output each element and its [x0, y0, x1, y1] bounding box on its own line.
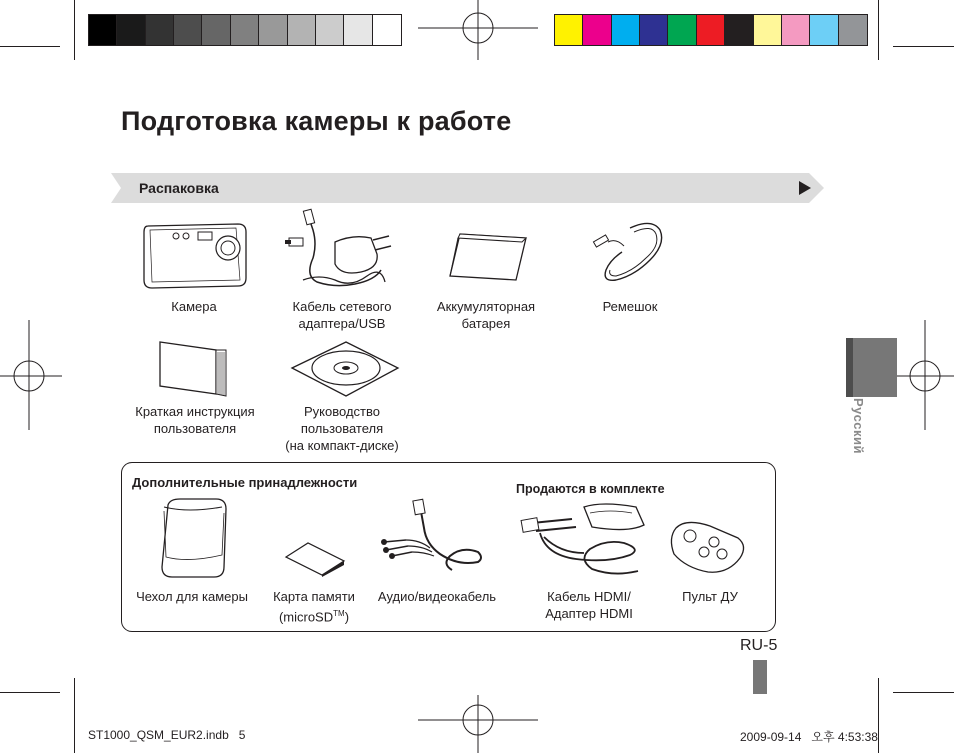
audio-video-cable-label: Аудио/видеокабель: [377, 589, 497, 604]
camera-case-illustration: [158, 497, 228, 579]
registration-target-bottom: [418, 690, 538, 753]
process-color-swatch: [697, 15, 725, 45]
hdmi-cable-adapter-illustration: [520, 497, 650, 581]
memory-card-label: Карта памяти (microSD™): [273, 589, 355, 625]
remote-control-label: Пульт ДУ: [682, 589, 738, 604]
page-number: RU-5: [740, 637, 778, 654]
grayscale-swatch: [117, 15, 145, 45]
power-adapter-usb-cable-label: Кабель сетевого адаптера/USB: [292, 299, 392, 331]
grayscale-color-bar: [88, 14, 402, 46]
process-color-swatch: [839, 15, 867, 45]
page-title: Подготовка камеры к работе: [121, 106, 512, 136]
memory-card-illustration: [284, 541, 346, 577]
grayscale-swatch: [259, 15, 287, 45]
registration-target-right: [895, 320, 954, 430]
user-manual-cd-label: Руководство пользователя (на компакт-диске): [285, 404, 399, 453]
grayscale-swatch: [202, 15, 230, 45]
quick-start-manual-label: Краткая инструкция пользователя: [135, 404, 255, 436]
section-title: Распаковка: [139, 180, 219, 196]
grayscale-swatch: [288, 15, 316, 45]
registration-target-left: [0, 320, 62, 430]
process-color-bar: [554, 14, 868, 46]
process-color-swatch: [668, 15, 696, 45]
optional-accessories-title: Дополнительные принадлежности: [132, 475, 358, 490]
wrist-strap-illustration: [590, 220, 670, 285]
page-number-tab: [753, 660, 767, 694]
footer-timestamp: 2009-09-14 오후 4:53:38: [740, 730, 878, 744]
hdmi-cable-adapter-label: Кабель HDMI/ Адаптер HDMI: [545, 589, 633, 621]
sold-as-set-label: Продаются в комплекте: [516, 482, 665, 496]
process-color-swatch: [810, 15, 838, 45]
process-color-swatch: [583, 15, 611, 45]
process-color-swatch: [754, 15, 782, 45]
camera-label: Камера: [171, 299, 217, 314]
process-color-swatch: [612, 15, 640, 45]
quick-start-manual-illustration: [158, 340, 233, 398]
process-color-swatch: [725, 15, 753, 45]
footer-file-name: ST1000_QSM_EUR2.indb 5: [88, 728, 246, 742]
remote-control-illustration: [668, 518, 748, 576]
user-manual-cd-illustration: [290, 340, 400, 398]
grayscale-swatch: [89, 15, 117, 45]
process-color-swatch: [555, 15, 583, 45]
camera-illustration: [140, 220, 250, 290]
camera-case-label: Чехол для камеры: [136, 589, 248, 604]
language-tab-label: Русский: [851, 398, 866, 455]
power-adapter-usb-cable-illustration: [285, 210, 405, 295]
grayscale-swatch: [344, 15, 372, 45]
process-color-swatch: [640, 15, 668, 45]
grayscale-swatch: [146, 15, 174, 45]
wrist-strap-label: Ремешок: [602, 299, 658, 314]
battery-illustration: [448, 232, 528, 284]
language-tab-edge: [846, 338, 853, 397]
grayscale-swatch: [231, 15, 259, 45]
language-tab-marker: [846, 338, 897, 397]
audio-video-cable-illustration: [380, 500, 490, 578]
grayscale-swatch: [316, 15, 344, 45]
grayscale-swatch: [174, 15, 202, 45]
grayscale-swatch: [373, 15, 401, 45]
process-color-swatch: [782, 15, 810, 45]
battery-label: Аккумуляторная батарея: [436, 299, 536, 331]
footer-file-page: 5: [238, 728, 246, 742]
registration-target-top: [418, 0, 538, 70]
